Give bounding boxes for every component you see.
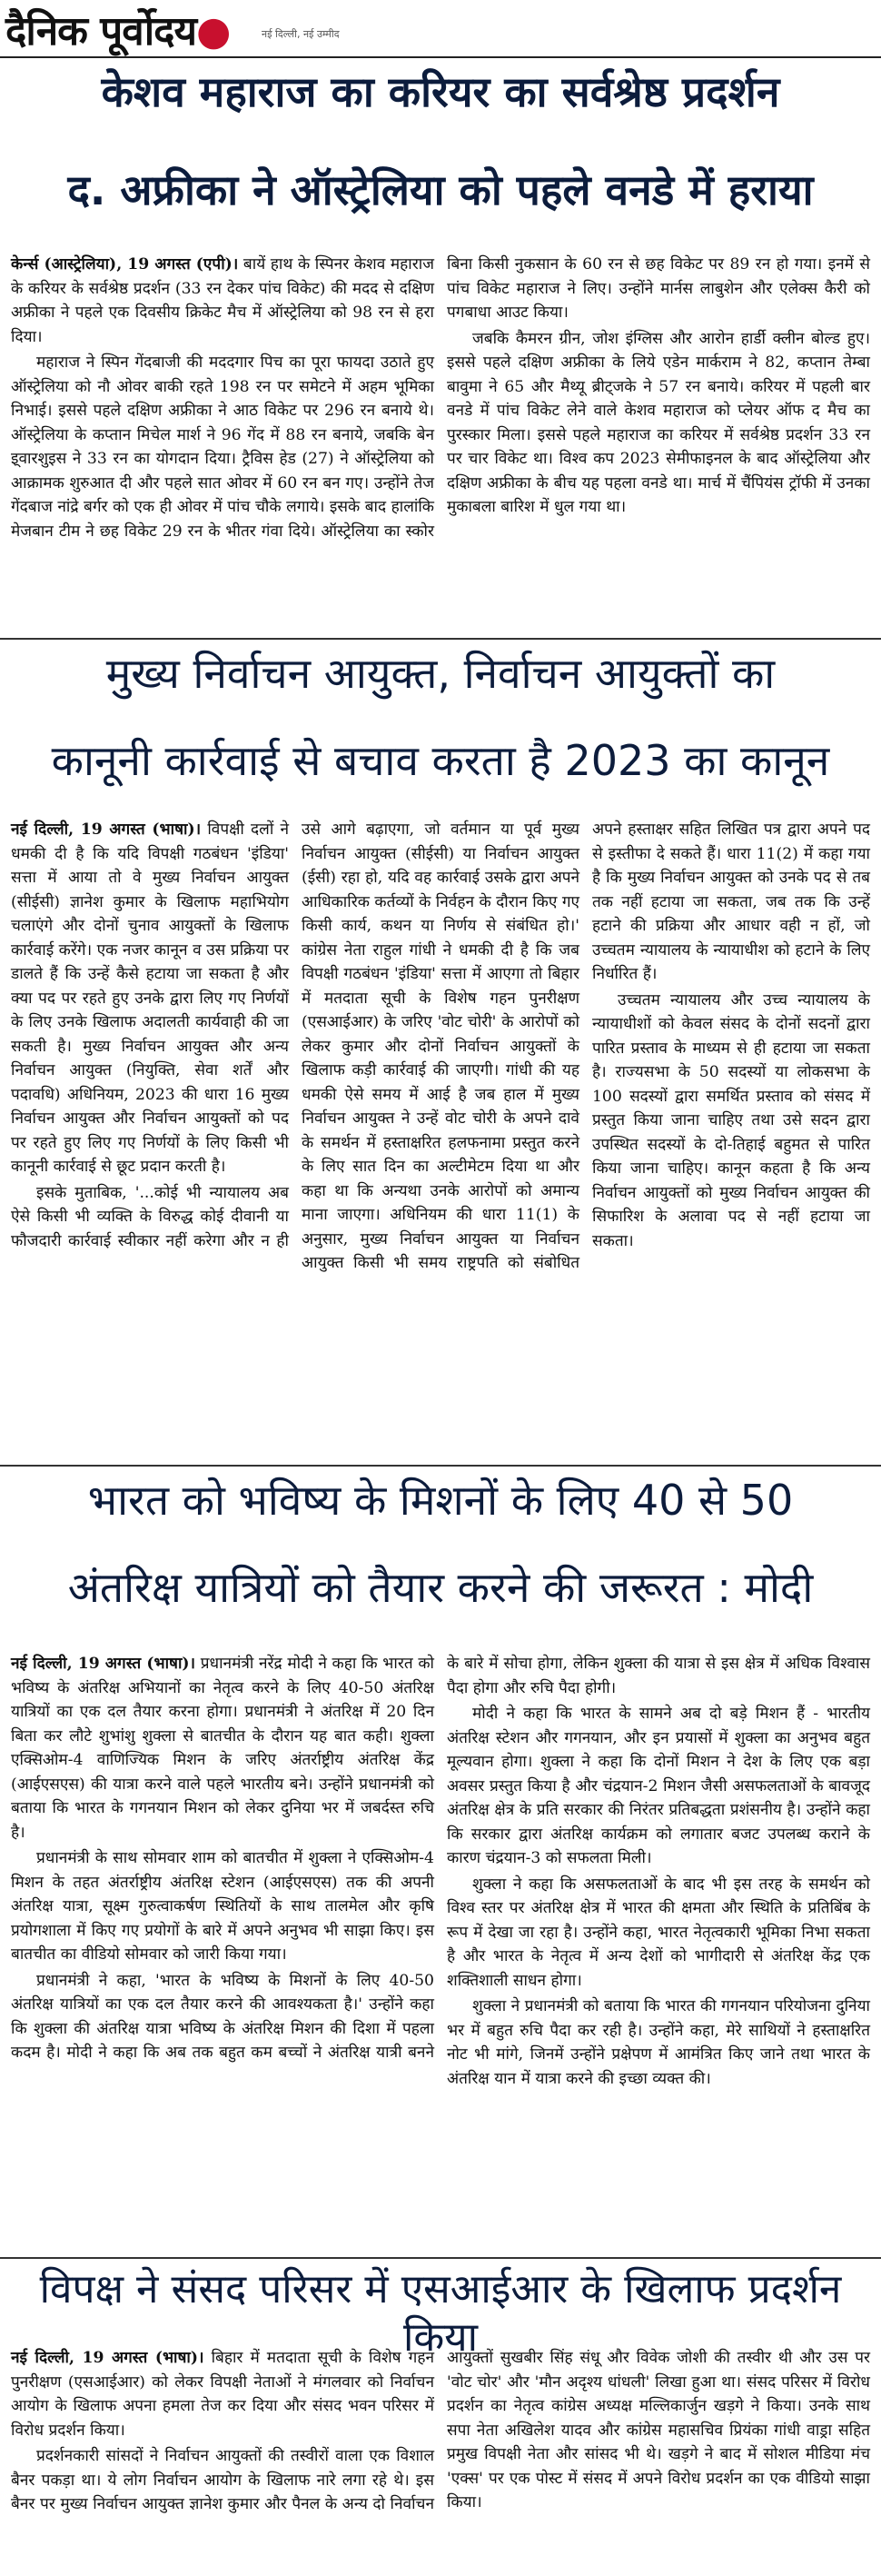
article2-paragraph: उच्चतम न्यायालय और उच्च न्यायालय के न्यायाधीशों को केवल संसद के दोनों सदनों द्वारा पारित प्रस्ताव के माध्यम से ही हटाया जा सकता है। राज्यसभा के 50 सदस्यों या लोकसभा के 100 सदस्यों द्वारा समर्थित प्रस्ताव को संसद में प्रस्तुत किया जाना चाहिए तथा उसे सदन द्वारा उपस्थित सदस्यों के दो-तिहाई बहुमत से पारित किया जाना चाहिए। कानून कहता है कि अन्य निर्वाचन आयुक्तों को मुख्य निर्वाचन आयुक्त की सिफारिश के अलावा पद से नहीं हटाया जा सकता। — [592, 990, 870, 1250]
article1-paragraph: बायें हाथ के स्पिनर केशव महाराज के करियर के सर्वश्रेष्ठ प्रदर्शन (33 रन देकर पांच विकेट) की मदद से दक्षिण अफ्रीका ने पहले एक दिवसीय क्रिकेट मैच में ऑस्ट्रेलिया को 98 रन से हरा दिया। — [11, 255, 434, 346]
article1-headline-line2: द. अफ्रीका ने ऑस्ट्रेलिया को पहले वनडे में हराया — [67, 165, 814, 214]
masthead — [0, 0, 881, 71]
article2-paragraph: विपक्षी दलों ने धमकी दी है कि यदि विपक्षी गठबंधन 'इंडिया' सत्ता में आया तो वे मुख्य निर्वाचन आयुक्त (सीईसी) ज्ञानेश कुमार के खिलाफ महाभियोग चलाएंगे और दोनों चुनाव आयुक्तों के खिलाफ कार्रवाई करेंगे। एक नजर कानून व उस प्रक्रिया पर डालते हैं कि उन्हें कैसे हटाया जा सकता है और क्या पद पर रहते हुए उनके द्वारा लिए गए निर्णयों के लिए उनके खिलाफ अदालती कार्यवाही की जा सकती है। मुख्य निर्वाचन आयुक्त और अन्य निर्वाचन आयुक्त (नियुक्ति, सेवा शर्तें और पदावधि) अधिनियम, 2023 की धारा 16 मुख्य निर्वाचन आयुक्त और निर्वाचन आयुक्तों को पद पर रहते हुए लिए गए निर्णयों के लिए किसी भी कानूनी कार्रवाई से छूट प्रदान करती है। — [11, 821, 289, 1176]
article2-body — [11, 818, 870, 1456]
section-divider — [0, 638, 881, 640]
article3-paragraph: प्रधानमंत्री ने कहा, 'भारत के भविष्य के मिशनों के लिए 40-50 अंतरिक्ष यात्रियों का एक दल तैयार करने की आवश्यकता है।' उन्होंने कहा कि शुक्ला की अंतरिक्ष यात्रा भविष्य के अंतरिक्ष मिशन की दिशा में पहला कदम है। मोदी ने कहा कि अब तक बहुत कम बच्चों ने अंतरिक्ष यात्री बनने के बारे में सोचा होगा, लेकिन शुक्ला की यात्रा से इस क्षेत्र में अधिक विश्वास पैदा होगा और रुचि पैदा होगी। — [11, 1655, 870, 2062]
article1-paragraph: जबकि कैमरन ग्रीन, जोश इंग्लिस और आरोन हार्डी क्लीन बोल्ड हुए। इससे पहले दक्षिण अफ्रीका के लिये एडेन मार्कराम ने 82, कप्तान तेम्बा बावुमा ने 65 और मैथ्यू ब्रीट्जके ने 57 रन बनाये। करियर में पहली बार वनडे में पांच विकेट लेने वाले केशव महाराज को प्लेयर ऑफ द मैच का पुरस्कार मिला। इससे पहले महाराज का करियर में सर्वश्रेष्ठ प्रदर्शन 33 रन पर चार विकेट था। विश्व कप 2023 सेमीफाइनल के बाद ऑस्ट्रेलिया और दक्षिण अफ्रीका के बीच यह पहला वनडे था। मार्च में चैंपियंस ट्रॉफी में उनका मुकाबला बारिश में धुल गया था। — [447, 329, 870, 516]
article1-dateline: केर्न्स (आस्ट्रेलिया), 19 अगस्त (एपी)। — [11, 255, 239, 274]
article1-paragraph: महाराज ने स्पिन गेंदबाजी की मददगार पिच का पूरा फायदा उठाते हुए ऑस्ट्रेलिया को नौ ओवर बाकी रहते 198 रन पर समेटने में अहम भूमिका निभाई। इससे पहले दक्षिण अफ्रीका ने आठ विकेट पर 296 रन बनाये थे। ऑस्ट्रेलिया के कप्तान मिचेल मार्श ने 96 गेंद में 88 रन बनाये, जबकि बेन इ्वारशुइस ने 33 रन का योगदान दिया। ट्रैविस हेड (27) ने ऑस्ट्रेलिया को आक्रामक शुरुआत दी और पहले सात ओवर में 60 रन बन गए। उन्होंने तेज गेंदबाज नांद्रे बर्गर को एक ही ओवर में पांच चौके लगाये। इसके बाद हालांकि मेजबान टीम ने छह विकेट 29 रन के भीतर गंवा दिये। ऑस्ट्रेलिया का स्कोर बिना किसी नुकसान के 60 रन से छह विकेट पर 89 रन हो गया। इनमें से पांच विकेट महाराज ने लिए। उन्होंने मार्नस लाबुशेन और एलेक्स कैरी को पगबाधा आउट किया। — [11, 255, 870, 541]
article4-paragraph: प्रदर्शनकारी सांसदों ने निर्वाचन आयुक्तों की तस्वीरों वाला एक विशाल बैनर पकड़ा था। ये लोग निर्वाचन आयोग के खिलाफ नारे लगा रहे थे। इस बैनर पर मुख्य निर्वाचन आयुक्त ज्ञानेश कुमार और पैनल के अन्य दो निर्वाचन आयुक्तों सुखबीर सिंह संधू और विवेक जोशी की तस्वीर थी और उस पर 'वोट चोर' और 'मौन अदृश्य धांधली' लिखा हुआ था। संसद परिसर में विरोध प्रदर्शन का नेतृत्व कांग्रेस अध्यक्ष मल्लिकार्जुन खड़गे ने किया। उनके साथ सपा नेता अखिलेश यादव और कांग्रेस महासचिव प्रियंका गांधी वाड्रा सहित प्रमुख विपक्षी नेता और सांसद भी थे। खड़गे ने बाद में सोशल मीडिया मंच 'एक्स' पर एक पोस्ट में संसद में अपने विरोध प्रदर्शन का एक वीडियो साझा किया। — [11, 2349, 870, 2513]
article3-paragraph: प्रधानमंत्री नरेंद्र मोदी ने कहा कि भारत को भविष्य के अंतरिक्ष अभियानों का नेतृत्व करने के लिए 40-50 अंतरिक्ष यात्रियों का एक दल तैयार करना होगा। प्रधानमंत्री ने अंतरिक्ष में 20 दिन बिता कर लौटे शुभांशु शुक्ला से बातचीत के दौरान यह बात कही। शुक्ला एक्सिओम-4 वाणिज्यिक मिशन के जरिए अंतर्राष्ट्रीय अंतरिक्ष केंद्र (आईएसएस) की यात्रा करने वाले पहले भारतीय बने। उन्होंने प्रधानमंत्री को बताया कि भारत के गगनयान मिशन को लेकर दुनिया भर में जबर्दस्त रुचि है। — [11, 1655, 434, 1842]
article4-headline: विपक्ष ने संसद परिसर में एसआईआर के खिलाफ प्रदर्शन किया — [39, 2266, 842, 2361]
article4-body — [11, 2346, 870, 2570]
article3-paragraph: शुक्ला ने कहा कि असफलताओं के बाद भी इस तरह के समर्थन को विश्व स्तर पर अंतरिक्ष क्षेत्र में भारत की क्षमता और स्थिति के प्रतिबिंब के रूप में देखा जा रहा है। उन्होंने कहा, भारत नेतृत्वकारी भूमिका निभा सकता है और भारत के नेतृत्व में अन्य देशों को भागीदारी से अंतरिक्ष केंद्र एक शक्तिशाली साधन होगा। — [447, 1875, 870, 1990]
article3-body — [11, 1652, 870, 2248]
article2-dateline: नई दिल्ली, 19 अगस्त (भाषा)। — [11, 821, 202, 839]
article4-paragraph: बिहार में मतदाता सूची के विशेष गहन पुनरीक्षण (एसआईआर) को लेकर विपक्षी नेताओं ने मंगलवार को निर्वाचन आयोग के खिलाफ अपना हमला तेज कर दिया और संसद भवन परिसर में विरोध प्रदर्शन किया। — [11, 2349, 434, 2440]
article2-headline-line2: कानूनी कार्रवाई से बचाव करता है 2023 का कानून — [51, 736, 830, 785]
article1-body — [11, 253, 870, 627]
section-divider — [0, 1465, 881, 1467]
newspaper-logo: दैनिक पूर्वोदय● — [5, 8, 231, 55]
article3-paragraph: शुक्ला ने प्रधानमंत्री को बताया कि भारत की गगनयान परियोजना दुनिया भर में बहुत रुचि पैदा कर रही है। उन्होंने कहा, मेरे साथियों ने हस्ताक्षरित नोट भी मांगे, जिनमें उन्होंने प्रक्षेपण में आमंत्रित किए जाने तथा भारत के अंतरिक्ष यान में यात्रा करने की इच्छा व्यक्त की। — [447, 1997, 870, 2088]
section-divider — [0, 2257, 881, 2259]
article2-paragraph: इसके मुताबिक, '...कोई भी न्यायालय अब ऐसे किसी भी व्यक्ति के विरुद्ध कोई दीवानी या फौजदारी कार्रवाई स्वीकार नहीं करेगा और न ही उसे आगे बढ़ाएगा, जो वर्तमान या पूर्व मुख्य निर्वाचन आयुक्त (सीईसी) या निर्वाचन आयुक्त (ईसी) रहा हो, यदि वह कार्रवाई उसके द्वारा अपने आधिकारिक कर्तव्यों के निर्वहन के दौरान किए गए किसी कार्य, कथन या निर्णय से संबंधित हो।' कांग्रेस नेता राहुल गांधी ने धमकी दी है कि जब विपक्षी गठबंधन 'इंडिया' सत्ता में आएगा तो बिहार में मतदाता सूची के विशेष गहन पुनरीक्षण (एसआईआर) के जरिए 'वोट चोरी' के आरोपों को लेकर कुमार और दोनों निर्वाचन आयुक्तों के खिलाफ कड़ी कार्रवाई की जाएगी। गांधी की यह धमकी ऐसे समय में आई है जब हाल में मुख्य निर्वाचन आयुक्त ने उन्हें वोट चोरी के अपने दावे के समर्थन में हस्ताक्षरित हलफनामा प्रस्तुत करने के लिए सात दिन का अल्टीमेटम दिया था और कहा था कि अन्यथा उनके आरोपों को अमान्य माना जाएगा। अधिनियम की धारा 11(1) के अनुसार, मुख्य निर्वाचन आयुक्त या निर्वाचन आयुक्त किसी भी समय राष्ट्रपति को संबोधित अपने हस्ताक्षर सहित लिखित पत्र द्वारा अपने पद से इस्तीफा दे सकते हैं। धारा 11(2) में कहा गया है कि मुख्य निर्वाचन आयुक्त को उनके पद से तब तक नहीं हटाया जा सकता, जब तक कि उन्हें हटाने की प्रक्रिया और आधार वही न हों, जो उच्चतम न्यायालय के न्यायाधीश को हटाने के लिए निर्धारित हैं। — [11, 821, 870, 1272]
article3-dateline: नई दिल्ली, 19 अगस्त (भाषा)। — [11, 1655, 196, 1673]
article3-paragraph: प्रधानमंत्री के साथ सोमवार शाम को बातचीत में शुक्ला ने एक्सिओम-4 मिशन के तहत अंतर्राष्ट्रीय अंतरिक्ष स्टेशन (आईएसएस) तक की अपनी अंतरिक्ष यात्रा, सूक्ष्म गुरुत्वाकर्षण स्थितियों के साथ तालमेल और कृषि प्रयोगशाला में किए गए प्रयोगों के बारे में अपने अनुभव भी साझा किए। इस बातचीत का वीडियो सोमवार को जारी किया गया। — [11, 1849, 434, 1964]
article1-headline-line1: केशव महाराज का करियर का सर्वश्रेष्ठ प्रदर्शन — [101, 67, 780, 116]
article2-headline-line1: मुख्य निर्वाचन आयुक्त, निर्वाचन आयुक्तों का — [105, 649, 776, 698]
article4-dateline: नई दिल्ली, 19 अगस्त (भाषा)। — [11, 2349, 204, 2367]
masthead-tagline: नई दिल्ली, नई उम्मीद — [262, 28, 340, 40]
article3-headline-line2: अंतरिक्ष यात्रियों को तैयार करने की जरूरत : मोदी — [67, 1563, 814, 1612]
article3-paragraph: मोदी ने कहा कि भारत के सामने अब दो बड़े मिशन हैं - भारतीय अंतरिक्ष स्टेशन और गगनयान, और इन प्रयासों में शुक्ला का अनुभव बहुत मूल्यवान होगा। शुक्ला ने कहा कि दोनों मिशन ने देश के लिए एक बड़ा अवसर प्रस्तुत किया है और चंद्रयान-2 मिशन जैसी असफलताओं के बावजूद अंतरिक्ष क्षेत्र के प्रति सरकार की निरंतर प्रतिबद्धता प्रशंसनीय है। उन्होंने कहा कि सरकार द्वारा अंतरिक्ष कार्यक्रम को लगातार बजट उपलब्ध कराने के कारण चंद्रयान-3 को सफलता मिली। — [447, 1705, 870, 1867]
article3-headline-line1: भारत को भविष्य के मिशनों के लिए 40 से 50 — [87, 1476, 794, 1525]
masthead-rule — [0, 56, 881, 58]
